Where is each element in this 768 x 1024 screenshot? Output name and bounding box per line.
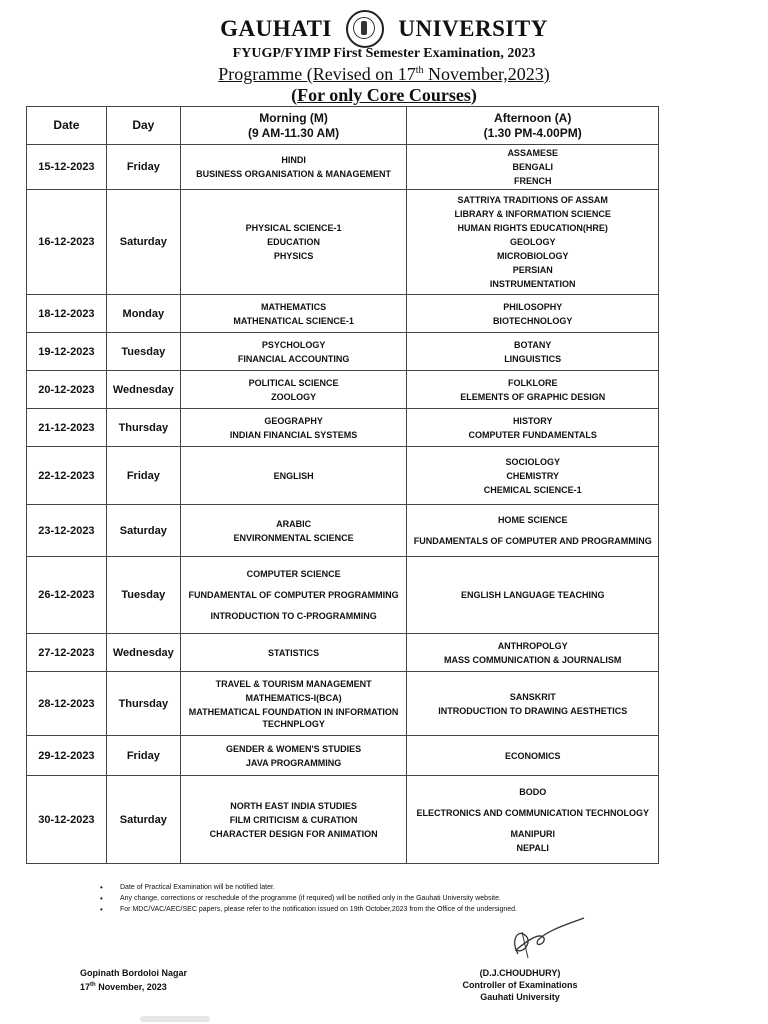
morning-course: STATISTICS: [268, 647, 320, 658]
afternoon-course: PHILOSOPHY: [503, 301, 563, 312]
afternoon-course: MASS COMMUNICATION & JOURNALISM: [444, 654, 622, 665]
note-item: • Any change, corrections or reschedule of the programme (if required) will be notified only in the Gauhati University website.: [100, 893, 740, 904]
row-day: Tuesday: [106, 557, 180, 634]
morning-course: CHARACTER DESIGN FOR ANIMATION: [209, 828, 378, 839]
morning-course: FILM CRITICISM & CURATION: [229, 814, 358, 825]
row-day: Saturday: [106, 505, 180, 557]
afternoon-course: FOLKLORE: [507, 377, 558, 388]
afternoon-course: LINGUISTICS: [504, 353, 562, 364]
afternoon-course: FRENCH: [513, 176, 552, 186]
table-row: [27, 505, 659, 557]
afternoon-course: BOTANY: [514, 339, 552, 350]
morning-cell: [180, 371, 407, 409]
morning-cell: [180, 505, 407, 557]
afternoon-course: HOME SCIENCE: [497, 515, 568, 525]
morning-course: EDUCATION: [267, 237, 321, 247]
row-day: Wednesday: [106, 634, 180, 672]
table-row: [27, 672, 659, 736]
university-seal-icon: [346, 10, 384, 48]
afternoon-cell: [407, 409, 659, 447]
issue-date-rest: November, 2023: [95, 982, 167, 992]
afternoon-course: HISTORY: [512, 415, 553, 426]
morning-course: GEOGRAPHY: [264, 415, 323, 426]
row-day: Friday: [106, 145, 180, 190]
university-name-left: GAUHATI: [220, 16, 332, 41]
afternoon-course: COMPUTER FUNDAMENTALS: [468, 429, 597, 440]
row-day: Tuesday: [106, 333, 180, 371]
morning-course: FUNDAMENTAL OF COMPUTER PROGRAMMING: [188, 590, 399, 600]
row-day: Friday: [106, 447, 180, 505]
row-day: Saturday: [106, 190, 180, 295]
table-row: [27, 409, 659, 447]
signatory-block: [450, 967, 590, 1003]
core-note-text: For only Core Courses: [297, 85, 471, 105]
afternoon-cell: [407, 736, 659, 776]
afternoon-course: LIBRARY & INFORMATION SCIENCE: [454, 209, 611, 219]
programme-suffix: November,2023): [423, 64, 550, 84]
exam-title: FYUGP/FYIMP First Semester Examination, 2023: [232, 46, 536, 61]
row-date: 23-12-2023: [27, 505, 107, 557]
row-date: 30-12-2023: [27, 776, 107, 864]
afternoon-course: MICROBIOLOGY: [496, 251, 569, 261]
row-date: 15-12-2023: [27, 145, 107, 190]
morning-cell: [180, 447, 407, 505]
morning-cell: [180, 736, 407, 776]
morning-header-time: (9 AM-11.30 AM): [248, 125, 340, 140]
morning-course: POLITICAL SCIENCE: [248, 377, 339, 388]
signatory-org: Gauhati University: [480, 992, 560, 1002]
afternoon-cell: [407, 295, 659, 333]
afternoon-course: GEOLOGY: [509, 237, 556, 247]
row-date: 22-12-2023: [27, 447, 107, 505]
morning-course: MATHENATICAL SCIENCE-1: [233, 315, 354, 326]
afternoon-header-time: (1.30 PM-4.00PM): [483, 125, 582, 140]
morning-cell: [180, 409, 407, 447]
morning-course: JAVA PROGRAMMING: [245, 757, 342, 768]
table-row: [27, 557, 659, 634]
afternoon-cell: [407, 557, 659, 634]
morning-cell: [180, 776, 407, 864]
morning-course: BUSINESS ORGANISATION & MANAGEMENT: [196, 169, 392, 179]
table-row: [27, 447, 659, 505]
morning-course: INDIAN FINANCIAL SYSTEMS: [229, 429, 358, 440]
programme-prefix: Programme (Revised on 17: [218, 64, 416, 84]
morning-course: PHYSICAL SCIENCE-1: [245, 223, 342, 233]
morning-cell: [180, 295, 407, 333]
issue-date-sup: th: [90, 982, 96, 988]
afternoon-course: INTRODUCTION TO DRAWING AESTHETICS: [438, 705, 628, 716]
morning-course: TRAVEL & TOURISM MANAGEMENT: [215, 678, 372, 689]
row-day: Saturday: [106, 776, 180, 864]
row-day: Thursday: [106, 409, 180, 447]
issue-date: [80, 979, 187, 993]
afternoon-course: SOCIOLOGY: [505, 456, 560, 467]
morning-course: MATHEMATICS: [261, 301, 327, 312]
morning-course: ARABIC: [276, 518, 312, 529]
university-title: [0, 10, 768, 48]
afternoon-cell: [407, 634, 659, 672]
programme-revision: [0, 64, 768, 85]
table-row: [27, 295, 659, 333]
afternoon-course: SATTRIYA TRADITIONS OF ASSAM: [457, 195, 608, 205]
row-date: 26-12-2023: [27, 557, 107, 634]
table-row: [27, 776, 659, 864]
afternoon-cell: [407, 190, 659, 295]
row-date: 21-12-2023: [27, 409, 107, 447]
core-courses-note: (For only Core Courses): [291, 85, 477, 105]
afternoon-course: ASSAMESE: [507, 148, 558, 158]
afternoon-course: ECONOMICS: [504, 750, 561, 761]
row-date: 29-12-2023: [27, 736, 107, 776]
afternoon-course: BENGALI: [512, 162, 553, 172]
row-day: Friday: [106, 736, 180, 776]
morning-header: [180, 107, 407, 145]
afternoon-course: PERSIAN: [512, 265, 553, 275]
scan-smudge: [140, 1016, 210, 1022]
morning-course: NORTH EAST INDIA STUDIES: [230, 800, 357, 811]
row-day: Monday: [106, 295, 180, 333]
morning-cell: [180, 634, 407, 672]
afternoon-cell: [407, 447, 659, 505]
afternoon-course: ENGLISH LANGUAGE TEACHING: [460, 590, 605, 600]
morning-course: MATHEMATICS-I(BCA): [245, 692, 342, 703]
row-date: 27-12-2023: [27, 634, 107, 672]
morning-cell: [180, 145, 407, 190]
place-date-block: [80, 967, 187, 993]
table-row: [27, 736, 659, 776]
place-name: Gopinath Bordoloi Nagar: [80, 968, 187, 978]
afternoon-course: CHEMICAL SCIENCE-1: [483, 484, 582, 495]
morning-cell: [180, 190, 407, 295]
row-day: Wednesday: [106, 371, 180, 409]
morning-course: COMPUTER SCIENCE: [246, 569, 341, 579]
afternoon-course: SANSKRIT: [509, 691, 556, 702]
afternoon-header: [407, 107, 659, 145]
morning-course: ENGLISH: [273, 470, 314, 481]
row-date: 19-12-2023: [27, 333, 107, 371]
table-header-row: [27, 107, 659, 145]
notes-list: [100, 882, 740, 915]
afternoon-cell: [407, 505, 659, 557]
afternoon-course: MANIPURI: [510, 828, 555, 839]
signatory-title: Controller of Examinations: [462, 980, 578, 990]
afternoon-course: BODO: [519, 786, 547, 797]
afternoon-course: ELEMENTS OF GRAPHIC DESIGN: [460, 391, 606, 402]
date-header: Date: [27, 107, 107, 145]
afternoon-course: HUMAN RIGHTS EDUCATION(HRE): [457, 223, 608, 233]
morning-course: ENVIRONMENTAL SCIENCE: [233, 532, 354, 543]
day-header: Day: [106, 107, 180, 145]
table-row: [27, 634, 659, 672]
morning-header-title: Morning (M): [259, 110, 328, 125]
note-item: • For MDC/VAC/AEC/SEC papers, please refer to the notification issued on 19th October,2023 from the Office of the undersigned.: [100, 904, 740, 915]
row-date: 20-12-2023: [27, 371, 107, 409]
afternoon-cell: [407, 333, 659, 371]
afternoon-cell: [407, 371, 659, 409]
afternoon-cell: [407, 672, 659, 736]
morning-course: HINDI: [281, 155, 306, 165]
morning-cell: [180, 672, 407, 736]
morning-cell: [180, 557, 407, 634]
row-date: 18-12-2023: [27, 295, 107, 333]
afternoon-course: ANTHROPOLGY: [497, 640, 568, 651]
university-name-right: UNIVERSITY: [398, 16, 548, 41]
afternoon-course: ELECTRONICS AND COMMUNICATION TECHNOLOGY: [416, 807, 649, 818]
afternoon-course: CHEMISTRY: [506, 470, 560, 481]
morning-course: MATHEMATICAL FOUNDATION IN INFORMATION TECHNPLOGY: [188, 706, 399, 729]
table-row: [27, 145, 659, 190]
morning-course: PHYSICS: [273, 251, 314, 261]
programme-sup: th: [415, 65, 424, 76]
row-date: 28-12-2023: [27, 672, 107, 736]
morning-cell: [180, 333, 407, 371]
afternoon-course: BIOTECHNOLOGY: [492, 315, 573, 326]
afternoon-course: FUNDAMENTALS OF COMPUTER AND PROGRAMMING: [413, 536, 652, 546]
row-date: 16-12-2023: [27, 190, 107, 295]
afternoon-course: INSTRUMENTATION: [489, 279, 576, 289]
exam-schedule-table: [26, 106, 659, 864]
note-item: • Date of Practical Examination will be notified later.: [100, 882, 740, 893]
morning-course: FINANCIAL ACCOUNTING: [237, 353, 350, 364]
morning-course: ZOOLOGY: [271, 391, 317, 402]
afternoon-header-title: Afternoon (A): [494, 110, 572, 125]
morning-course: INTRODUCTION TO C-PROGRAMMING: [210, 611, 377, 621]
row-day: Thursday: [106, 672, 180, 736]
table-row: [27, 333, 659, 371]
signature-icon: [488, 910, 588, 970]
afternoon-cell: [407, 145, 659, 190]
morning-course: GENDER & WOMEN'S STUDIES: [226, 743, 362, 754]
table-row: [27, 190, 659, 295]
signatory-name: (D.J.CHOUDHURY): [479, 968, 561, 978]
afternoon-course: NEPALI: [516, 842, 549, 853]
afternoon-cell: [407, 776, 659, 864]
morning-course: PSYCHOLOGY: [261, 339, 326, 350]
table-row: [27, 371, 659, 409]
issue-date-day: 17: [80, 982, 91, 992]
